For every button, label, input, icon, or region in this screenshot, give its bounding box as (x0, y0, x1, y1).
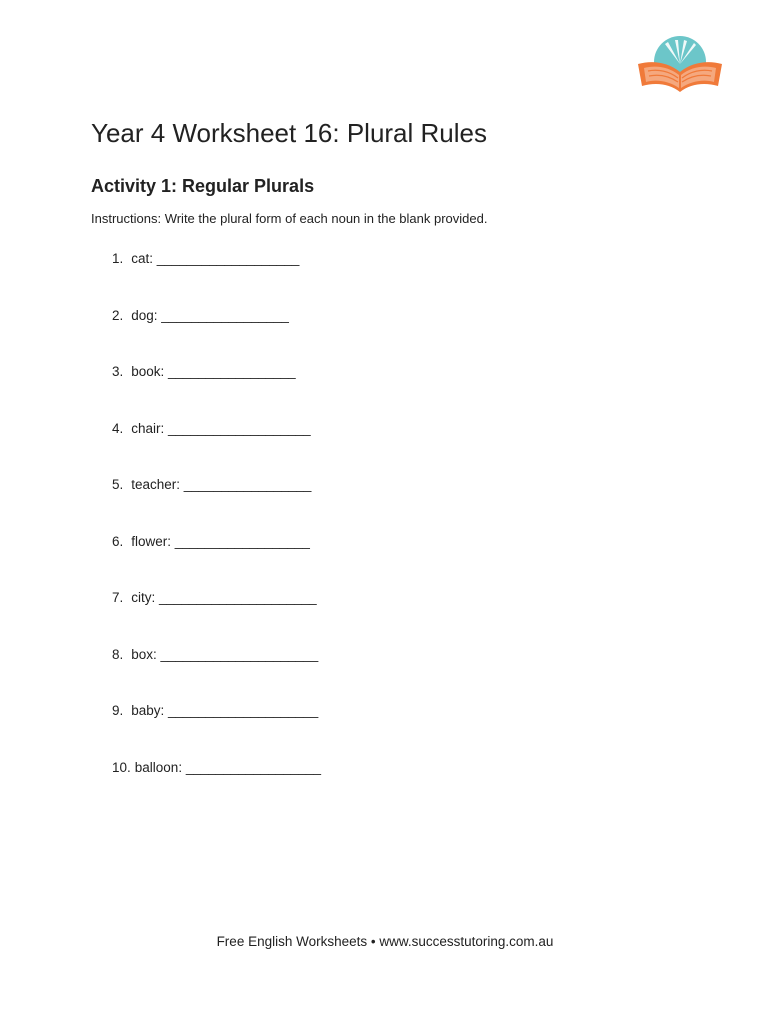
question-text: teacher: _________________ (131, 477, 312, 492)
open-book-sun-logo-icon (634, 34, 726, 96)
question-item (112, 250, 321, 307)
question-text: box: _____________________ (131, 646, 319, 662)
question-text: city: _____________________ (131, 590, 317, 605)
question-item (112, 533, 321, 590)
question-text: flower: __________________ (131, 533, 310, 549)
question-text: chair: ___________________ (131, 420, 311, 436)
question-text: dog: _________________ (131, 307, 289, 323)
question-number: 10. (112, 759, 131, 775)
question-number: 3. (112, 364, 124, 379)
question-number: 4. (112, 420, 124, 436)
page-title: Year 4 Worksheet 16: Plural Rules (91, 118, 487, 148)
activity-heading: Activity 1: Regular Plurals (91, 176, 315, 196)
question-item (112, 702, 321, 759)
question-number: 1. (112, 251, 124, 266)
question-number: 8. (112, 646, 124, 662)
question-item (112, 307, 321, 364)
question-item (112, 589, 321, 646)
question-number: 9. (112, 703, 124, 718)
instructions-text: Instructions: Write the plural form of each noun in the blank provided. (91, 211, 488, 226)
question-text: balloon: __________________ (134, 759, 321, 775)
question-list (112, 250, 321, 815)
question-text: book: _________________ (131, 364, 296, 379)
footer-text: Free English Worksheets • www.successtutoring.com.au (216, 934, 554, 949)
question-number: 5. (112, 477, 124, 492)
question-text: baby: ____________________ (131, 703, 319, 718)
question-item (112, 476, 321, 533)
question-item (112, 759, 321, 816)
question-item (112, 420, 321, 477)
question-number: 6. (112, 533, 124, 549)
question-text: cat: ___________________ (131, 251, 300, 266)
question-number: 2. (112, 307, 124, 323)
question-item (112, 646, 321, 703)
question-number: 7. (112, 590, 124, 605)
question-item (112, 363, 321, 420)
footer (0, 934, 770, 949)
